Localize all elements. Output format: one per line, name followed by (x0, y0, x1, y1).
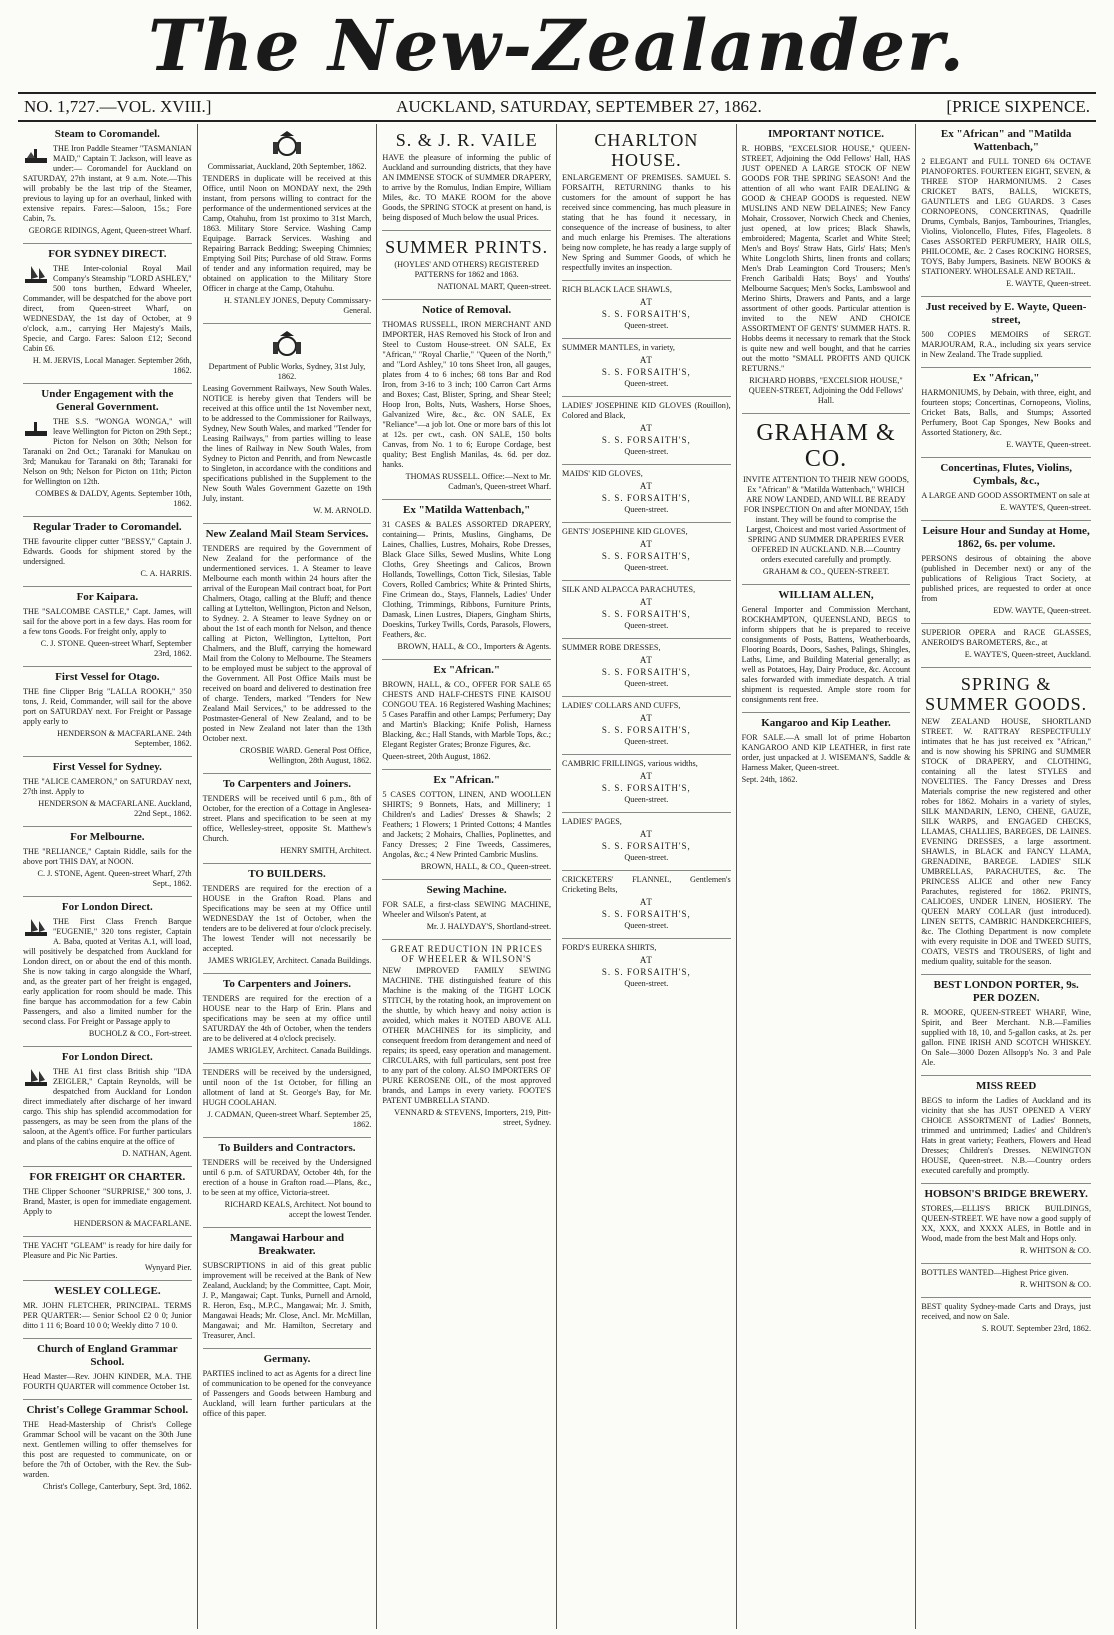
newspaper-title: The New-Zealander. (148, 4, 966, 87)
ad-heading: First Vessel for Sydney. (52, 761, 162, 773)
ad-signature: THOMAS RUSSELL. Office:—Next to Mr. Cadman's, Queen-street Wharf. (405, 472, 551, 491)
forsaith-items (562, 281, 731, 996)
item-shop: S. S. FORSAITH'S, (601, 551, 691, 561)
ad-heading: FOR FREIGHT OR CHARTER. (29, 1171, 186, 1183)
ad-carpenters-1 (203, 774, 372, 864)
item-text: LADIES' JOSEPHINE KID GLOVES (Rouillon), Colored and Black, (562, 401, 731, 420)
column-1 (18, 124, 198, 1629)
ad-body: HARMONIUMS, by Debain, with three, eight, and fourteen stops; Concertinas, Cornopeons, Violins, Cricket Bats, Balls, and Stumps; Assorted Perfumery, Boot Cap Sponges, New Books and Assorted Stationery, &c. (921, 388, 1091, 437)
item-shop: S. S. FORSAITH'S, (601, 841, 691, 851)
item-text: SUMMER MANTLES, in variety, (562, 343, 675, 352)
ad-pianofortes (921, 124, 1091, 297)
item-text: SUMMER ROBE DRESSES, (562, 643, 661, 652)
item-text: RICH BLACK LACE SHAWLS, (562, 285, 672, 294)
ad-heading: Notice of Removal. (422, 304, 512, 316)
ad-heading: Kangaroo and Kip Leather. (761, 717, 891, 729)
list-item (562, 871, 731, 939)
ad-signature: Sept. 24th, 1862. (741, 775, 798, 784)
item-shop: S. S. FORSAITH'S, (601, 783, 691, 793)
ad-leasing-railways (203, 324, 372, 524)
item-at: AT (639, 355, 653, 365)
ad-signature: HENDERSON & MACFARLANE. Auckland, 22nd Sept., 1862. (38, 799, 192, 818)
ship-icon (23, 264, 49, 286)
ad-heading: First Vessel for Otago. (55, 671, 160, 683)
ad-body: ENLARGEMENT OF PREMISES. SAMUEL S. FORSAITH, RETURNING thanks to his customers for the amount of support he has received since commencing, has much pleasure in stating that he has found it necessary, in consequence of the increase of business, to alter and much enlarge his Premises. The alterations being now complete, he has ready a large supply of New Spring and Summer Goods, of which he respectfully invites an inspection. (562, 173, 731, 272)
ad-heading: For London Direct. (61, 901, 153, 913)
ad-signature: VENNARD & STEVENS, Importers, 219, Pitt-street, Sydney. (394, 1108, 551, 1127)
ad-first-vessel-sydney (23, 757, 192, 827)
ad-african-tea (382, 660, 551, 770)
item-text: FORD'S EUREKA SHIRTS, (562, 943, 657, 952)
ad-hobbs-notice (742, 124, 911, 414)
ad-heading: S. & J. R. VAILE (395, 130, 538, 150)
ad-heading: BEST LONDON PORTER, 9s. PER DOZEN. (933, 979, 1079, 1004)
ad-signature: C. J. STONE, Agent. Queen-street Wharf, 27th Sept., 1862. (37, 869, 192, 888)
ad-heading: Ex "African." (433, 774, 500, 786)
ad-kangaroo-leather (742, 713, 911, 792)
ad-body: TENDERS are required for the erection of a HOUSE near to the Harp of Erin. Plans and specifications may be seen at my office until SATURDAY the 4th of October, when the tenders are to be delivered at 4 o'clock precisely. (202, 994, 372, 1043)
item-street: Queen-street. (624, 853, 669, 862)
ad-body: 500 COPIES MEMOIRS of SERGT. MARJOURAM, R.A., including six years service in New Zealand. The Trade supplied. (921, 330, 1091, 359)
ad-signature: W. M. ARNOLD. (313, 506, 372, 515)
item-street: Queen-street. (624, 563, 669, 572)
ad-heading: Ex "Matilda Wattenbach," (403, 504, 531, 516)
ad-signature: GRAHAM & CO., QUEEN-STREET. (762, 567, 890, 576)
list-item (562, 397, 731, 465)
ad-signature: JAMES WRIGLEY, Architect. Canada Buildings. (208, 956, 372, 965)
ad-body: PERSONS desirous of obtaining the above (published in December next) or any of the publications of Religious Tract Society, at published prices, are requested to order at once from (921, 554, 1091, 603)
item-text: CRICKETERS' FLANNEL, Gentlemen's Cricketing Belts, (562, 875, 731, 894)
masthead (0, 6, 1114, 86)
ad-rattray (921, 668, 1091, 975)
issue-number: NO. 1,727.—VOL. XVIII.] (24, 97, 212, 116)
ad-sewing-machine (382, 880, 551, 940)
ad-body: THE Iron Paddle Steamer "TASMANIAN MAID," Captain T. Jackson, will leave as under:— Coromandel for Auckland on SATURDAY, 27th instant, at 9 a.m. Note.—This will probably be the last trip of the Steamer, previous to laying up for an overhaul, linked with extensive repairs. Fares:—Saloon, 15s.; Fore Cabin, 7s. (23, 144, 192, 223)
ad-summer-prints (382, 231, 551, 300)
column-6 (916, 124, 1096, 1629)
item-text: MAIDS' KID GLOVES, (562, 469, 643, 478)
ad-opera-glasses (921, 624, 1091, 668)
item-at: AT (639, 955, 653, 965)
list-item (562, 813, 731, 871)
steamship-icon (23, 144, 49, 166)
ad-wesley-college (23, 1281, 192, 1339)
ad-heading: Steam to Coromandel. (54, 128, 160, 140)
ad-heading: Just received by E. Wayte, Queen-street, (925, 301, 1087, 326)
ad-body: THE favourite clipper cutter "BESSY," Captain J. Edwards. Goods for shipment stored by the undersigned. (23, 537, 192, 566)
ad-body: R. HOBBS, "EXCELSIOR HOUSE," QUEEN-STREET, Adjoining the Odd Fellows' Hall, HAS JUST OPENED A LARGE STOCK OF NEW GOODS FOR THE SPRING SEASON! And the attention of all who want FAIR DEALING & GOOD & CHEAP GOODS is requested. NEW MUSLINS AND NEW DELAINES; New Fancy Mohair, Crossover, Norwich Check and Chenies, just opened, at low prices; Black Shawls, embroidered; Magenta, Scarlet and White Steel; Men's and Boys' Straw Hats, Girls' Hats; Men's White Longcloth Shirts, linen fronts and collars; Men's Drab Leamington Cord Trousers; Men's French Garibaldi Hats; Boys' and Youths' Melbourne Sacques; Men's Socks, Lambswool and Merino Shirts, Drawers and Pants, and a large assortment of other goods. Particular attention is invited to the NEW AND CHOICE ASSORTMENT OF GENTS' SUMMER HATS. R. Hobbs deems it necessary to remark that the Stock is quite new and well bought, and that he carries out the motto "SMALL PROFITS AND QUICK RETURNS." (741, 144, 911, 373)
ad-signature: CROSBIE WARD. General Post Office, Wellington, 28th August, 1862. (239, 746, 372, 765)
ad-signature: JAMES WRIGLEY, Architect. Canada Buildings. (208, 1046, 372, 1055)
ad-melbourne (23, 827, 192, 897)
ad-body: NEW ZEALAND HOUSE, SHORTLAND STREET. W. RATTRAY RESPECTFULLY intimates that he has just received ex "African," and is now showing his SPRING and SUMMER STOCK of DRAPERY, and CLOTHING, containing all the latest STYLES and NOVELTIES. The Fancy Dresses and Dress Materials comprise the new registered and other robes for 1862. Mohairs in a variety of styles, SILK MANDARIN, LENO, CHENE, GAUZE, SILK WARPS, and ENGAGED CHECKS, LLAMAS, CHALLIES, BAREGES, DE LAINES. EVENING DRESSES, a large assortment. SHAWLS, in BLACK and FANCY LLAMA, GRENADINE, BAREGE. LADIES' SILK UMBRELLAS, PARACHUTES, &c. The PRINCESS ALICE and other new Fancy Parachutes, registered for 1862. PRINTS, CALICOES, UNDER LINEN, HOSIERY. The QUEEN MARY COLLAR (just introduced). LINEN SETTS, CAMBRIC HANDKERCHIEFS, &c. The Clothing Department is now complete with every requisite in DOE and TWEED SUITS, COATS, VESTS and TROUSERS, of light and medium quality, suitable for the season. (921, 717, 1091, 966)
ad-body: THE YACHT "GLEAM" is ready for hire daily for Pleasure and Pic Nic Parties. (23, 1241, 192, 1260)
ad-body: Leasing Government Railways, New South Wales. NOTICE is hereby given that Tenders will be received at this office until the 1st November next, to be addressed to the Commissioner for Railways, Sydney, New South Wales, and marked "Tender for Leasing Railways," from parties willing to lease the lines of Railway in New South Wales, from Sydney to Picton and Penrith, and from Newcastle to Singleton, in accordance with the conditions and specifications published in the Supplement to the New South Wales Government Gazette on 19th July, instant. (202, 384, 372, 503)
ad-body: TENDERS in duplicate will be received at this Office, until Noon on MONDAY next, the 29th instant, from persons willing to contract for the performance of the undermentioned services at the Camp, Otahuhu, from 1st proximo to 31st March, 1863. Military Store Service. Washing Camp Equipage. Barrack Services. Washing and Repairing Barrack Bedding; Sweeping Chimnies; Emptying Soil Pits; Purchase of old Straw. Forms of tender and any information required, may be obtained on application to the Military Store Officer in charge at the Camp, Otahuhu. (202, 174, 372, 293)
ad-london-eugenie (23, 897, 192, 1047)
ad-body: INVITE ATTENTION TO THEIR NEW GOODS, Ex "African" & "Matilda Wattenbach," WHICH ARE NOW LANDED, AND WILL BE READY FOR INSPECTION On and after MONDAY, 15th instant. They will be found to comprise the Largest, Choicest and most varied Assortment of SPRING AND SUMMER DRAPERIES EVER OFFERED IN AUCKLAND. N.B.—Country orders executed carefully and promptly. (743, 475, 909, 564)
royal-crest-icon (270, 330, 304, 360)
ad-body: STORES,—ELLIS'S BRICK BUILDINGS, QUEEN-STREET. WE have now a good supply of XX, XXX, and XXXX ALES, in Bottle and in Wood, made from the best Malt and Hops only. (921, 1204, 1091, 1243)
item-shop: S. S. FORSAITH'S, (601, 493, 691, 503)
ad-heading: Concertinas, Flutes, Violins, Cymbals, &c., (940, 462, 1073, 487)
item-shop: S. S. FORSAITH'S, (601, 609, 691, 619)
ad-heading: IMPORTANT NOTICE. (768, 128, 884, 140)
list-item (562, 281, 731, 339)
ad-body: 2 ELEGANT and FULL TONED 6¾ OCTAVE PIANOFORTES. FOURTEEN EIGHT, SEVEN, & THREE STOP HARMONIUMS. 2 Cases CRICKET BATS, BALLS, WICKETS, GAUNTLETS and LEG GUARDS. 3 Cases CORNOPEONS, CONCERTINAS, Quadrille Drums, Cymbals, Banjos, Tambourines, Triangles, Violins, Violoncello, Flutes, Fifes, Flageolets. 8 Cases ASSORTED PERFUMERY, HAIR OILS, PHILOCOME, &c. 2 Cases ROCKING HORSES, TOYS, Baby Jumpers, Basinets. NEW BOOKS & STATIONERY. WHOLESALE AND RETAIL. (921, 157, 1091, 276)
dateline (18, 92, 1096, 122)
ad-african-shirts (382, 770, 551, 880)
item-street: Queen-street. (624, 621, 669, 630)
item-at: AT (639, 771, 653, 781)
ad-mail-steam (203, 524, 372, 774)
royal-crest-icon (270, 130, 304, 160)
ad-filling-allotment (203, 1064, 372, 1138)
ad-signature: D. NATHAN, Agent. (122, 1149, 192, 1158)
item-street: Queen-street. (624, 737, 669, 746)
ad-signature: Christ's College, Canterbury, Sept. 3rd, 1862. (42, 1482, 192, 1491)
ad-william-allen (742, 585, 911, 713)
price: [PRICE SIXPENCE. (946, 97, 1090, 116)
ad-memoirs (921, 297, 1091, 368)
ad-concertinas (921, 458, 1091, 521)
ad-signature: J. CADMAN, Queen-street Wharf. September 25, 1862. (207, 1110, 372, 1129)
column-2 (198, 124, 378, 1629)
ad-body: BROWN, HALL, & CO., OFFER FOR SALE 65 CHESTS AND HALF-CHESTS FINE KAISOU CONGOU TEA. 16 Registered Washing Machines; 5 Cases Paraffin and other Lamps; Perfumery; Day and Martin's Blacking; Knife Polish, Harness Blacking, &c.; Hall Stands, with Marble Tops, &c.; Elegant Register Grates; Bronze Figures, &c. (382, 680, 552, 749)
ad-heading: TO BUILDERS. (248, 868, 326, 880)
ad-body: THE S.S. "WONGA WONGA," will leave Wellington for Picton on 29th Sept.; Picton for Nelson on 30th; Nelson for Taranaki on 2nd Oct.; Taranaki for Manukau on 3rd; Manukau for Taranaki on 8th; Taranaki for Nelson on 9th; Nelson for Picton on 11th; Picton for Wellington on 12th. (23, 417, 192, 486)
ad-signature: S. ROUT. September 23rd, 1862. (981, 1324, 1091, 1333)
ad-body: 31 CASES & BALES ASSORTED DRAPERY, containing— Prints, Muslins, Ginghams, De Laines, Challies, Lustres, Mohairs, Robe Dresses, Black Glace Silks, Sewed Muslins, White Long Cloths, Grey Sheetings and Calicos, Brown Hollands, Towellings, Cotton Tick, Silesias, Table Covers, Rolled Cambrics; White & Printed Shirts, Fine Crimean do., Stays, Flannels, Ladies' Under Clothing, Trimmings, Ribbons, Furniture Prints, Damask, Linen Lustres, Diapers, Gingham Shirts, Doeskins, Turkey Twills, Cords, Parasols, Flowers, Feathers, &c. (382, 520, 551, 639)
ad-sydney-direct (23, 244, 192, 384)
ad-london-porter (921, 975, 1091, 1076)
ad-heading: Ex "African," (972, 372, 1040, 384)
ad-signature: C. A. HARRIS. (140, 569, 192, 578)
item-street: Queen-street. (624, 795, 669, 804)
ad-heading: To Carpenters and Joiners. (223, 778, 351, 790)
item-shop: S. S. FORSAITH'S, (601, 967, 691, 977)
ad-body: (HOYLES' AND OTHERS) REGISTERED PATTERNS for 1862 and 1863. (394, 260, 539, 279)
ad-body: Head Master—Rev. JOHN KINDER, M.A. THE FOURTH QUARTER will commence October 1st. (23, 1372, 192, 1391)
item-at: AT (639, 897, 653, 907)
item-street: Queen-street. (624, 379, 669, 388)
ad-heading: Commissariat, Auckland, 20th September, 1862. (207, 162, 367, 171)
steamship-icon (23, 417, 49, 439)
ad-heading: GRAHAM & CO. (756, 420, 896, 472)
ad-signature: HENRY SMITH, Architect. (280, 846, 372, 855)
ad-signature: BUCHOLZ & CO., Fort-street. (88, 1029, 192, 1038)
list-item (562, 639, 731, 697)
ad-signature: H. M. JERVIS, Local Manager. September 26th, 1862. (32, 356, 192, 375)
ad-charlton-house (562, 124, 731, 281)
item-shop: S. S. FORSAITH'S, (601, 909, 691, 919)
ad-signature: EDW. WAYTE, Queen-street. (993, 606, 1091, 615)
ad-body: TENDERS are required by the Government of New Zealand for the performance of the undermentioned services. 1. A Steamer to leave Melbourne each month within 24 hours after the arrival of the European Mail contract boat, for Port Chalmers, Otago, calling at the Bluff; and thence calling at Lyttelton, Wellington, Picton and Nelson, to Sydney. 2. A Steamer to leave Sydney on or about the 1st of each month for Nelson, and thence calling at Picton, Wellington, Lyttelton, Port Chalmers, and the Bluff, carrying the homeward Mail from the Colony to Melbourne. The Steamers to be employed must be subject to the approval of the Government. All Post Office Mails must be received on board and delivered to destination free of charge. Tenders, marked "Tenders for New Zealand Mail Services," to be addressed to the Postmaster-General of New Zealand, and to be posted in New Zealand not later than the 13th October next. (202, 544, 372, 743)
ad-heading: Regular Trader to Coromandel. (32, 521, 182, 533)
ad-body: TENDERS will be received by the undersigned, until noon of the 1st October, for filling an allotment of land at St. George's Bay, for Mr. HUGH COOLAHAN. (202, 1068, 372, 1107)
item-at: AT (639, 829, 653, 839)
ad-carpenters-2 (203, 974, 372, 1064)
ad-signature: R. WHITSON & CO. (1019, 1246, 1091, 1255)
ad-body: THE A1 first class British ship "IDA ZEIGLER," Captain Reynolds, will be despatched from Auckland for London direct immediately after discharge of her inward cargo. This ship has splendid accommodation for passengers, as may be seen from the plans of the saloon, at the Agent's office. For further particulars and plans of the cabins enquire at the office of (23, 1067, 192, 1146)
ad-mangawai (203, 1228, 372, 1349)
ad-signature: HENDERSON & MACFARLANE. (73, 1219, 192, 1228)
ad-signature: Queen-street, 20th August, 1862. (382, 752, 491, 761)
item-shop: S. S. FORSAITH'S, (601, 435, 691, 445)
ad-signature: E. WAYTE, Queen-street. (1006, 279, 1091, 288)
ad-signature: Wynyard Pier. (144, 1263, 192, 1272)
ad-london-ida-zeigler (23, 1047, 192, 1167)
ad-bottles-wanted (921, 1264, 1091, 1298)
ad-graham (742, 414, 911, 585)
item-shop: S. S. FORSAITH'S, (601, 725, 691, 735)
item-shop: S. S. FORSAITH'S, (601, 667, 691, 677)
ad-body: TENDERS will be received by the Undersigned until 6 p.m. of SATURDAY, October 4th, for the erection of a house in Grafton road.—Plans, &c., to be seen at my office, Victoria-street. (202, 1158, 372, 1197)
item-at: AT (639, 297, 653, 307)
item-street: Queen-street. (624, 679, 669, 688)
ad-body: 5 CASES COTTON, LINEN, AND WOOLLEN SHIRTS; 9 Bonnets, Hats, and Millinery; 1 Children's and Ladies' Dresses & Shawls; 2 Feathers; 1 Flowers; 1 Printed Cottons; 4 Mantles and Jackets; 2 Mohairs, Challies, Poplinettes, and Fancy Dresses; 2 Fine Tweeds, Cassimeres, Angolas, &c.; 4 New Printed Cambric Muslins. (382, 790, 551, 859)
item-street: Queen-street. (624, 505, 669, 514)
ad-christs-college (23, 1400, 192, 1499)
ad-leisure-hour (921, 521, 1091, 624)
ad-body: THE First Class French Barque "EUGENIE," 320 tons register, Captain A. Baba, quoted at Veritas A.1, will load, will positively be despatched from Auckland for London direct, on or about the end of this month. She is now taking in cargo alongside the Wharf, and, as the greater part of her freight is engaged, early application for room should be made. This fine barque has accommodation for a few Cabin Passengers, and also a limited number for the second class. For Freight or Passage apply to (23, 917, 192, 1026)
ad-signature: BROWN, HALL, & CO., Queen-street. (420, 862, 551, 871)
ad-vaile (382, 124, 551, 231)
ad-heading: Ex "African." (433, 664, 500, 676)
ad-wonga-wonga (23, 384, 192, 517)
ad-heading: For London Direct. (61, 1051, 153, 1063)
ad-body: PARTIES inclined to act as Agents for a direct line of communication to be opened for the conveyance of Passengers and Goods between Hamburg and Auckland, will learn further particulars at the office of this paper. (202, 1369, 372, 1418)
ad-heading: MISS REED (976, 1080, 1037, 1092)
ad-builders-contractors (203, 1138, 372, 1228)
ad-wheeler-wilson (382, 940, 551, 1135)
ad-signature: R. WHITSON & CO. (1019, 1280, 1091, 1289)
ad-signature: BROWN, HALL, & CO., Importers & Agents. (397, 642, 551, 651)
ad-heading: GREAT REDUCTION IN PRICES OF WHEELER & WILSON'S (390, 944, 543, 964)
item-text: CAMBRIC FRILLINGS, various widths, (562, 759, 698, 768)
ad-signature: Mr. J. HALYDAY'S, Shortland-street. (426, 922, 551, 931)
list-item (562, 339, 731, 397)
item-street: Queen-street. (624, 921, 669, 930)
list-item (562, 755, 731, 813)
ad-heading: Sewing Machine. (426, 884, 507, 896)
column-3 (377, 124, 557, 1629)
ad-heading: HOBSON'S BRIDGE BREWERY. (924, 1188, 1088, 1200)
ad-heading: For Kaipara. (76, 591, 139, 603)
ad-heading: To Builders and Contractors. (218, 1142, 356, 1154)
ad-body: A LARGE AND GOOD ASSORTMENT on sale at (921, 491, 1090, 500)
ad-heading: WESLEY COLLEGE. (54, 1285, 161, 1297)
ad-heading: To Carpenters and Joiners. (223, 978, 351, 990)
ad-body: FOR SALE.—A small lot of prime Hobarton KANGAROO AND KIP LEATHER, in first rate order, just unpacked at J. WISEMAN'S, Saddle & Harness Maker, Queen-street. (741, 733, 911, 772)
ad-signature: E. WAYTE, Queen-street. (1006, 440, 1091, 449)
ad-body: NEW IMPROVED FAMILY SEWING MACHINE. THE distinguished feature of this Machine is the making of the TIGHT LOCK STITCH, by the rotating hook, an improvement on the shuttle, by which heavy and noisy action is avoided, which makes it NOTED ABOVE ALL OTHER MACHINES for its simplicity, and consequent freedom from derangement and need of repairs; its speed, easy operation and management. CIRCULARS, with full particulars, sent post free to any part of the colony. ALSO IMPORTERS OF PURE KEROSENE OIL, of the most approved brands, and Lamps in every variety. FOOTE'S PATENT UMBRELLA STAND. (382, 966, 552, 1105)
ad-body: SUPERIOR OPERA and RACE GLASSES, ANEROID'S BAROMETERS, &c., at (921, 628, 1091, 647)
item-text: GENTS' JOSEPHINE KID GLOVES, (562, 527, 688, 536)
ad-commissariat (203, 124, 372, 324)
item-shop: S. S. FORSAITH'S, (601, 309, 691, 319)
ad-body: BOTTLES WANTED—Highest Price given. (921, 1268, 1069, 1277)
ad-body: THE "RELIANCE," Captain Riddle, sails for the above port THIS DAY, at NOON. (23, 847, 192, 866)
ad-matilda-drapery (382, 500, 551, 660)
ad-body: BEGS to inform the Ladies of Auckland and its vicinity that she has JUST OPENED A VERY CHOICE ASSORTMENT of Ladies' Bonnets, trimmed and untrimmed; Ladies' and Children's Hats in great variety; Feathers, Flowers and Head Dresses; Children's Dresses. NEWINGTON HOUSE, Queen-street. N.B.—Country orders executed carefully and promptly. (921, 1096, 1091, 1175)
ad-heading: Christ's College Grammar School. (26, 1404, 189, 1416)
ship-icon (23, 1067, 49, 1089)
ad-church-grammar (23, 1339, 192, 1400)
ad-kaipara (23, 587, 192, 667)
ad-thomas-russell (382, 300, 551, 500)
ad-body: BEST quality Sydney-made Carts and Drays, just received, and now on Sale. (921, 1302, 1091, 1321)
ad-carts-drays (921, 1298, 1091, 1341)
ad-signature: E. WAYTE'S, Queen-street. (1000, 503, 1091, 512)
place-date: AUCKLAND, SATURDAY, SEPTEMBER 27, 1862. (396, 97, 762, 116)
ad-heading: For Melbourne. (70, 831, 145, 843)
ad-signature: H. STANLEY JONES, Deputy Commissary-General. (224, 296, 372, 315)
ad-body: HAVE the pleasure of informing the public of Auckland and surrounding districts, that they have AN IMMENSE STOCK of SUMMER DRAPERY, to arrive by the Romulus, Indian Empire, William Miles, &c. TO MAKE ROOM for the above Goods, the SPRING STOCK at present on hand, is being disposed of Much below the usual Prices. (382, 153, 551, 222)
item-at: AT (639, 481, 653, 491)
item-shop: S. S. FORSAITH'S, (601, 367, 691, 377)
ad-body: FOR SALE, a first-class SEWING MACHINE, Wheeler and Wilson's Patent, at (382, 900, 551, 919)
list-item (562, 523, 731, 581)
ad-heading: SUMMER PRINTS. (385, 237, 549, 257)
item-at: AT (639, 539, 653, 549)
item-street: Queen-street. (624, 321, 669, 330)
ad-body: SUBSCRIPTIONS in aid of this great public improvement will be received at the Bank of New Zealand, Auckland; by the Committee, Capt. Moir, J. P., Mangawai; Capt. Tunks, Purnell and Arnold, R. Heron, Esq., M.P.C., Mangawai; Mr. J. Smith, Mangawai Heads; Mr. Close, Ancl. Mr. McMillan, Mangawai; and Mr. Hamilton, Secretary and Treasurer, Ancl. (202, 1261, 372, 1340)
item-text: LADIES' COLLARS AND CUFFS, (562, 701, 681, 710)
ship-icon (23, 917, 49, 939)
ad-signature: COMBES & DALDY, Agents. September 10th, 1862. (35, 489, 192, 508)
item-text: SILK AND ALPACCA PARACHUTES, (562, 585, 696, 594)
list-item (562, 697, 731, 755)
ad-signature: E. WAYTE'S, Queen-street, Auckland. (964, 650, 1091, 659)
ad-heading: New Zealand Mail Steam Services. (205, 528, 369, 540)
ad-heading: Department of Public Works, Sydney, 31st July, 1862. (208, 362, 366, 381)
item-text: LADIES' PAGES, (562, 817, 622, 826)
column-5 (737, 124, 917, 1629)
item-at: AT (639, 597, 653, 607)
ad-freight-charter (23, 1167, 192, 1237)
ad-heading: Under Engagement with the General Government. (41, 388, 174, 413)
ad-signature: C. J. STONE. Queen-street Wharf, September 23rd, 1862. (40, 639, 192, 658)
ad-signature: RICHARD KEALS, Architect. Not bound to accept the lowest Tender. (224, 1200, 372, 1219)
item-at: AT (639, 655, 653, 665)
ad-body: MR. JOHN FLETCHER, PRINCIPAL. TERMS PER QUARTER:— Senior School £2 0 0; Junior ditto 1 11 6; Board 10 0 0; Weekly ditto 7 10 0. (23, 1301, 192, 1330)
ad-heading: SPRING & SUMMER GOODS. (925, 674, 1088, 714)
ad-heading: Church of England Grammar School. (36, 1343, 178, 1368)
ad-miss-reed (921, 1076, 1091, 1184)
ad-signature: RICHARD HOBBS, "EXCELSIOR HOUSE," QUEEN-STREET, Adjoining the Odd Fellows' Hall. (748, 376, 904, 405)
ad-germany (203, 1349, 372, 1426)
columns (18, 124, 1096, 1629)
ad-body: THE Clipper Schooner "SURPRISE," 300 tons, J. Brand, Master, is open for immediate engagement. Apply to (23, 1187, 192, 1216)
ad-body: General Importer and Commission Merchant, ROCKHAMPTON, QUEENSLAND, BEGS to inform shippers that he is prepared to receive consignments of Posts, Battens, Weatherboards, Flooring Boards, Doors, Sashes, Palings, Shingles, Laths, Lime, and Building Material generally; as well as Potatoes, Hay, Dairy Produce, &c. Account sales forwarded with immediate despatch. A trial shipment is requested. Ample store room for consignments rent free. (741, 605, 911, 704)
ad-otago (23, 667, 192, 757)
ad-body: THE Head-Mastership of Christ's College Grammar School will be vacant on the 30th June next. Gentlemen willing to offer themselves for this post are requested to communicate, on or before the 7th of October, with the Rev. the Sub-warden. (23, 1420, 192, 1479)
ad-heading: CHARLTON HOUSE. (594, 130, 699, 170)
ad-body: THE "ALICE CAMERON," on SATURDAY next, 27th inst. Apply to (23, 777, 192, 796)
ad-body: THE Inter-colonial Royal Mail Company's Steamship "LORD ASHLEY," 500 tons burthen, Edward Wheeler, Commander, will be despatched for the above port direct, from Queen-street Wharf, on WEDNESDAY, the 1st day of October, at 9 o'clock, a.m., carrying Her Majesty's Mails, Specie, and Cargo. Fares: Saloon £12; Second Cabin £6. (23, 264, 192, 353)
ad-regular-trader (23, 517, 192, 587)
ad-heading: Mangawai Harbour and Breakwater. (229, 1232, 345, 1257)
item-at: AT (639, 423, 653, 433)
ad-steam-coromandel (23, 124, 192, 244)
list-item (562, 465, 731, 523)
ad-body: THOMAS RUSSELL, IRON MERCHANT AND IMPORTER, HAS Removed his Stock of Iron and Steel to Custom House-street. ON SALE, Ex "African," "Royal Charlie," "Queen of the North," and "Lord Ashley," 10 tons Sheet Iron, all gauges, plates from 4 to 6 inches; 68 tons Bar and Rod Iron, from 3-16 to 3 inch; 100 Carron Cart Arms and Boxes; Cast, Blister, Spring, and Shear Steel; Hoop Iron, Bolts, Nuts, Washers, Horse Shoes, Galvanized Wire, &c., &c. ON SALE, Ex "Reliance"—a job lot. One or more bars of this lot at 12s. per cwt., cash. ON SALE, 150 bolts Canvas, from No. 1 to 6; Europe Cordage, best quality; Best English Manilas, 4s. 6d. per doz. hanks. (382, 320, 551, 469)
ad-heading: Germany. (263, 1353, 311, 1365)
list-item (562, 581, 731, 639)
ad-hobsons-brewery (921, 1184, 1091, 1264)
item-street: Queen-street. (624, 979, 669, 988)
ad-signature: NATIONAL MART, Queen-street. (437, 282, 551, 291)
list-item (562, 939, 731, 996)
ad-builders (203, 864, 372, 974)
column-4 (557, 124, 737, 1629)
ad-heading: Leisure Hour and Sunday at Home, 1862, 6s. per volume. (922, 525, 1090, 550)
ad-body: THE "SALCOMBE CASTLE," Capt. James, will sail for the above port in a few days. Has room for a few tons Goods. For freight only, apply to (23, 607, 192, 636)
ad-body: THE fine Clipper Brig "LALLA ROOKH," 350 tons, J. Reid, Commander, will sail for the above port on SATURDAY next. For Freight or Passage apply early to (23, 687, 192, 726)
ad-body: R. MOORE, QUEEN-STREET WHARF, Wine, Spirit, and Beer Merchant. N.B.—Families supplied with 18, 10, and 5-gallon casks, at 2s. per gallon. FINE IRISH AND SCOTCH WHISKEY. On Sale—3000 Dozen Allsopp's No. 3 and Pale Ale. (921, 1008, 1091, 1067)
ad-body: TENDERS are required for the erection of a HOUSE in the Grafton Road. Plans and Specifications may be seen at my Office until WEDNESDAY the 1st of October, when the tenders are to be delivered at four o'clock precisely. The lowest Tender will not necessarily be accepted. (202, 884, 372, 953)
ad-heading: FOR SYDNEY DIRECT. (48, 248, 167, 260)
ad-harmoniums (921, 368, 1091, 458)
ad-heading: Ex "African" and "Matilda Wattenbach," (940, 128, 1072, 153)
ad-body: TENDERS will be received until 6 p.m., 8th of October, for the erection of a Cottage in Anglesea-street. Plans and specification to be seen at my office, Wellesley-street, opposite St. Matthew's Church. (202, 794, 372, 843)
ad-yacht-gleam (23, 1237, 192, 1281)
ad-signature: HENDERSON & MACFARLANE. 24th September, 1862. (57, 729, 192, 748)
ad-heading: WILLIAM ALLEN, (778, 589, 874, 601)
item-at: AT (639, 713, 653, 723)
item-street: Queen-street. (624, 447, 669, 456)
ad-signature: GEORGE RIDINGS, Agent, Queen-street Wharf. (28, 226, 192, 235)
